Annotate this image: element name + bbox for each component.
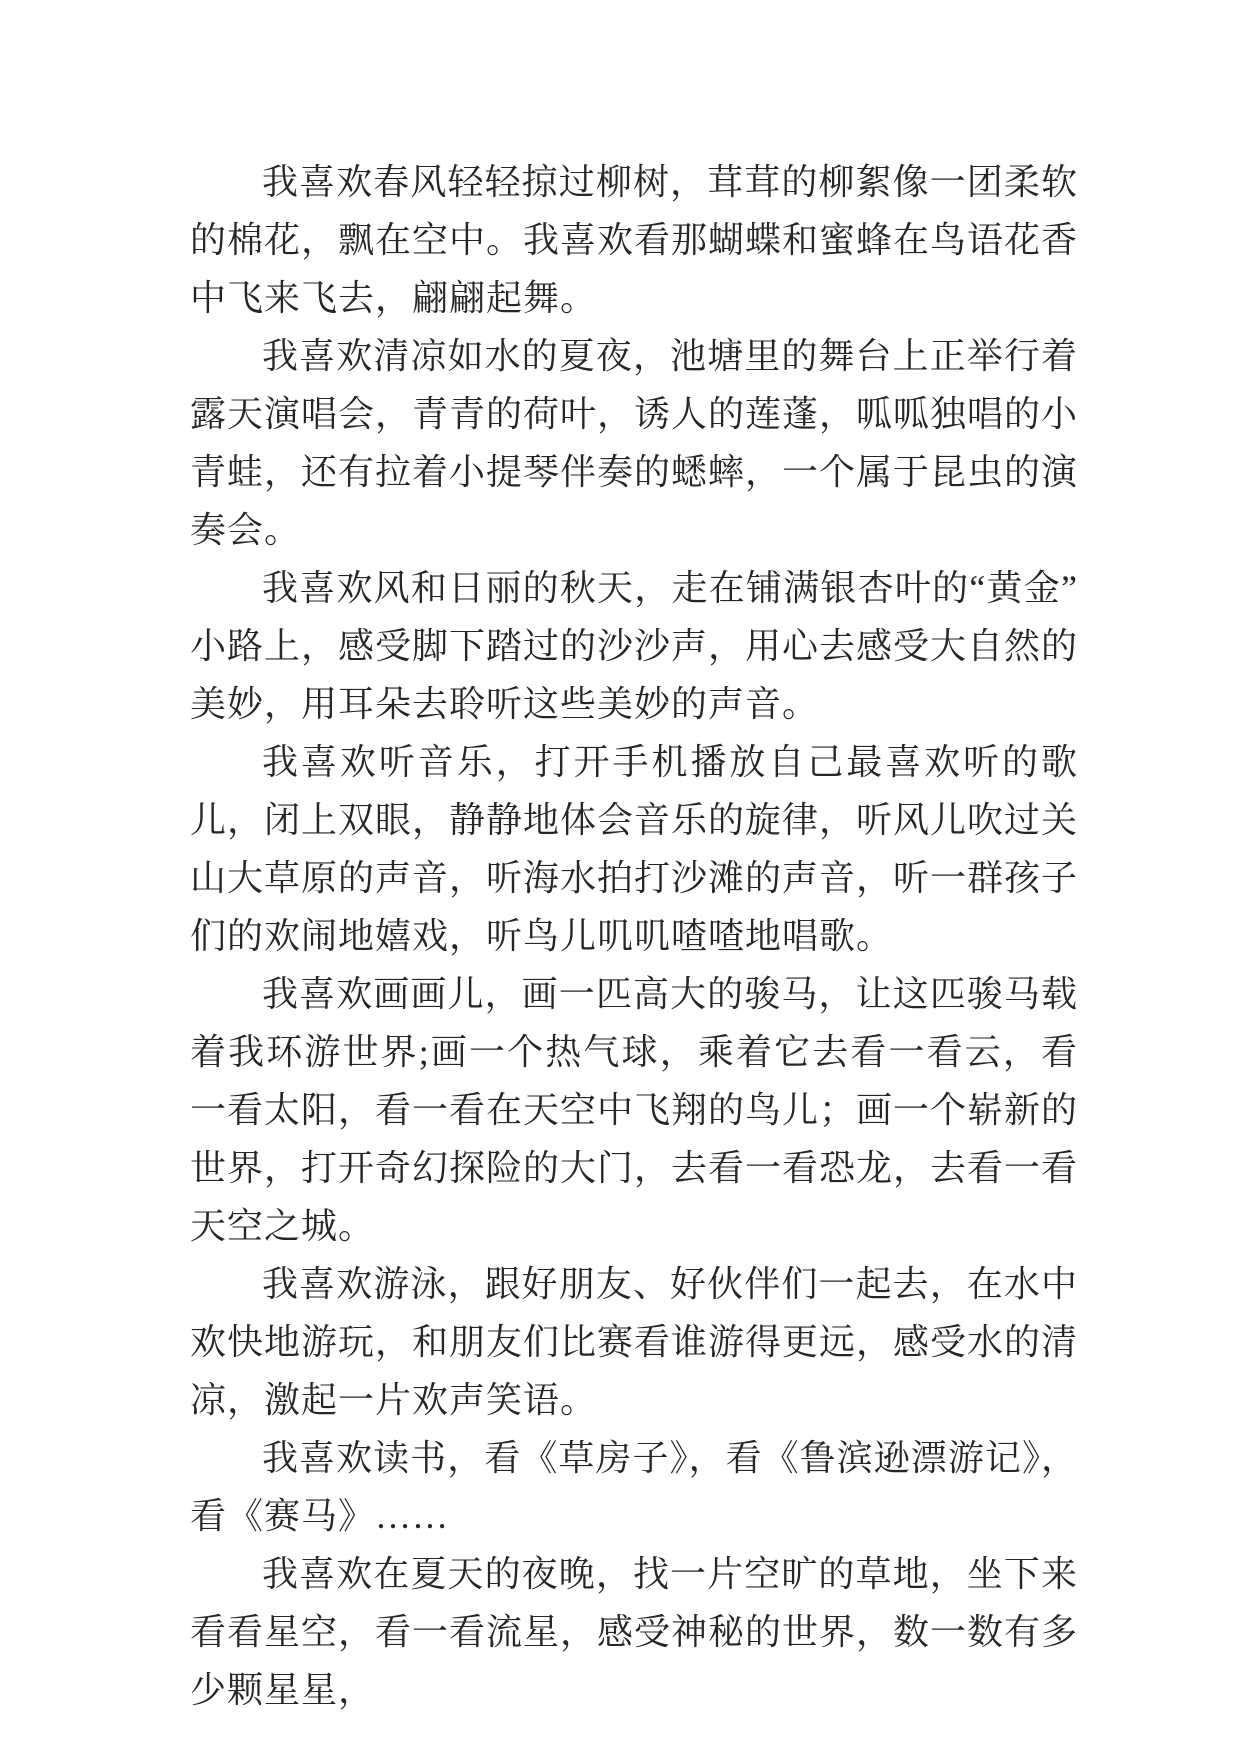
paragraph-7: 我喜欢读书，看《草房子》，看《鲁滨逊漂游记》，看《赛马》…… [190,1438,1078,1536]
paragraph-3: 我喜欢风和日丽的秋天，走在铺满银杏叶的“黄金”小路上，感受脚下踏过的沙沙声，用心去感受大自然的美妙，用耳朵去聆听这些美妙的声音。 [190,568,1079,724]
paragraph-4: 我喜欢听音乐，打开手机播放自己最喜欢听的歌儿，闭上双眼，静静地体会音乐的旋律，听风儿吹过关山大草原的声音，听海水拍打沙滩的声音，听一群孩子们的欢闹地嬉戏，听鸟儿叽叽喳喳地唱歌。 [190,742,1079,956]
paragraph-5: 我喜欢画画儿，画一匹高大的骏马，让这匹骏马载着我环游世界;画一个热气球，乘着它去看一看云，看一看太阳，看一看在天空中飞翔的鸟儿；画一个崭新的世界，打开奇幻探险的大门，去看一看恐龙，去看一看天空之城。 [190,974,1079,1246]
paragraph-6: 我喜欢游泳，跟好朋友、好伙伴们一起去，在水中欢快地游玩，和朋友们比赛看谁游得更远，感受水的清凉，激起一片欢声笑语。 [190,1264,1079,1420]
paragraph-2: 我喜欢清凉如水的夏夜，池塘里的舞台上正举行着露天演唱会，青青的荷叶，诱人的莲蓬，呱呱独唱的小青蛙，还有拉着小提琴伴奏的蟋蟀，一个属于昆虫的演奏会。 [190,336,1079,550]
essay-text-body [190,153,1078,1719]
paragraph-8: 我喜欢在夏天的夜晚，找一片空旷的草地，坐下来看看星空，看一看流星，感受神秘的世界，数一数有多少颗星星， [190,1554,1079,1710]
paragraph-1: 我喜欢春风轻轻掠过柳树，茸茸的柳絮像一团柔软的棉花，飘在空中。我喜欢看那蝴蝶和蜜蜂在鸟语花香中飞来飞去，翩翩起舞。 [190,162,1079,318]
